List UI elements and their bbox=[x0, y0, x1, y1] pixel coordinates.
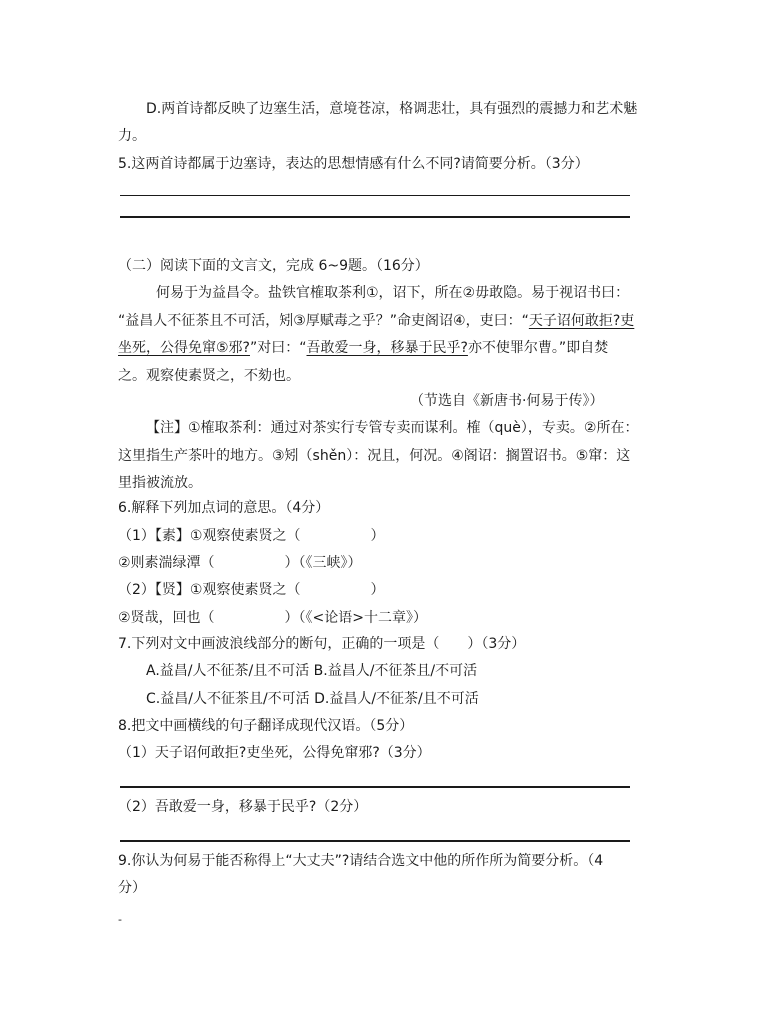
passage-text: 亦不使罪尔曹。”即自焚 bbox=[467, 340, 609, 356]
passage-text: ”对曰：“ bbox=[249, 340, 307, 356]
notes-line: 里指被流放。 bbox=[118, 475, 202, 491]
q7-stem: 7.下列对文中画波浪线部分的断句，正确的一项是（ ）（3分） bbox=[118, 636, 526, 652]
q9-stem-cont: 分） bbox=[118, 880, 146, 896]
passage-line bbox=[118, 311, 634, 331]
answer-line bbox=[120, 195, 630, 196]
underlined-sentence: 坐死，公得免窜⑤邪? bbox=[118, 340, 250, 356]
stray-mark: - bbox=[118, 913, 122, 926]
notes-line: 这里指生产茶叶的地方。③矧（shěn）：况且，何况。④阁诏：搁置诏书。⑤窜：这 bbox=[118, 448, 631, 464]
q4-option-d-cont: 力。 bbox=[118, 128, 146, 144]
q7-options: A.益昌/人不征茶/且不可活 B.益昌人/不征茶且/不可活 bbox=[146, 663, 478, 679]
q6-item: ②则素湍绿潭（ ）（《三峡》） bbox=[118, 555, 362, 571]
q9-stem: 9.你认为何易于能否称得上“大丈夫”?请结合选文中他的所作所为简要分析。（4 bbox=[118, 853, 604, 869]
notes-line: 【注】①榷取茶利：通过对茶实行专管专卖而谋利。榷（què），专卖。②所在： bbox=[146, 420, 639, 436]
q4-option-d: D.两首诗都反映了边塞生活，意境苍凉，格调悲壮，具有强烈的震撼力和艺术魅 bbox=[146, 101, 638, 117]
underlined-sentence: 吾敢爱一身，移暴于民乎? bbox=[306, 340, 468, 356]
q6-stem: 6.解释下列加点词的意思。（4分） bbox=[118, 500, 330, 516]
passage-text: “益昌人不征茶且不可活，矧③厚赋毒之乎？”命吏阁诏④，吏曰：“ bbox=[118, 313, 529, 329]
underlined-sentence: 天子诏何敢拒?吏 bbox=[528, 313, 635, 329]
answer-line bbox=[120, 216, 630, 218]
q8-sentence: （2）吾敢爱一身，移暴于民乎?（2分） bbox=[118, 799, 368, 815]
passage-source: （节选自《新唐书·何易于传》） bbox=[410, 393, 604, 409]
q6-item: （1）【素】①观察使素贤之（ ） bbox=[118, 528, 385, 544]
passage-line: 何易于为益昌令。盐铁官榷取茶利①，诏下，所在②毋敢隐。易于视诏书曰： bbox=[156, 285, 630, 301]
q6-item: ②贤哉，回也（ ）（《<论语>十二章》） bbox=[118, 610, 428, 626]
q8-sentence: （1）天子诏何敢拒?吏坐死，公得免窜邪?（3分） bbox=[118, 745, 431, 761]
q7-options: C.益昌/人不征茶且/不可活 D.益昌人/不征茶/且不可活 bbox=[146, 691, 479, 707]
section-header: （二）阅读下面的文言文，完成 6~9题。（16分） bbox=[118, 258, 429, 274]
passage-line bbox=[118, 338, 608, 358]
answer-line bbox=[120, 840, 630, 842]
q6-item: （2）【贤】①观察使素贤之（ ） bbox=[118, 582, 385, 598]
passage-line: 之。观察使素贤之，不劾也。 bbox=[118, 368, 300, 384]
answer-line bbox=[120, 786, 630, 788]
q5-stem: 5.这两首诗都属于边塞诗，表达的思想情感有什么不同?请简要分析。（3分） bbox=[118, 156, 589, 172]
q8-stem: 8.把文中画横线的句子翻译成现代汉语。（5分） bbox=[118, 718, 414, 734]
